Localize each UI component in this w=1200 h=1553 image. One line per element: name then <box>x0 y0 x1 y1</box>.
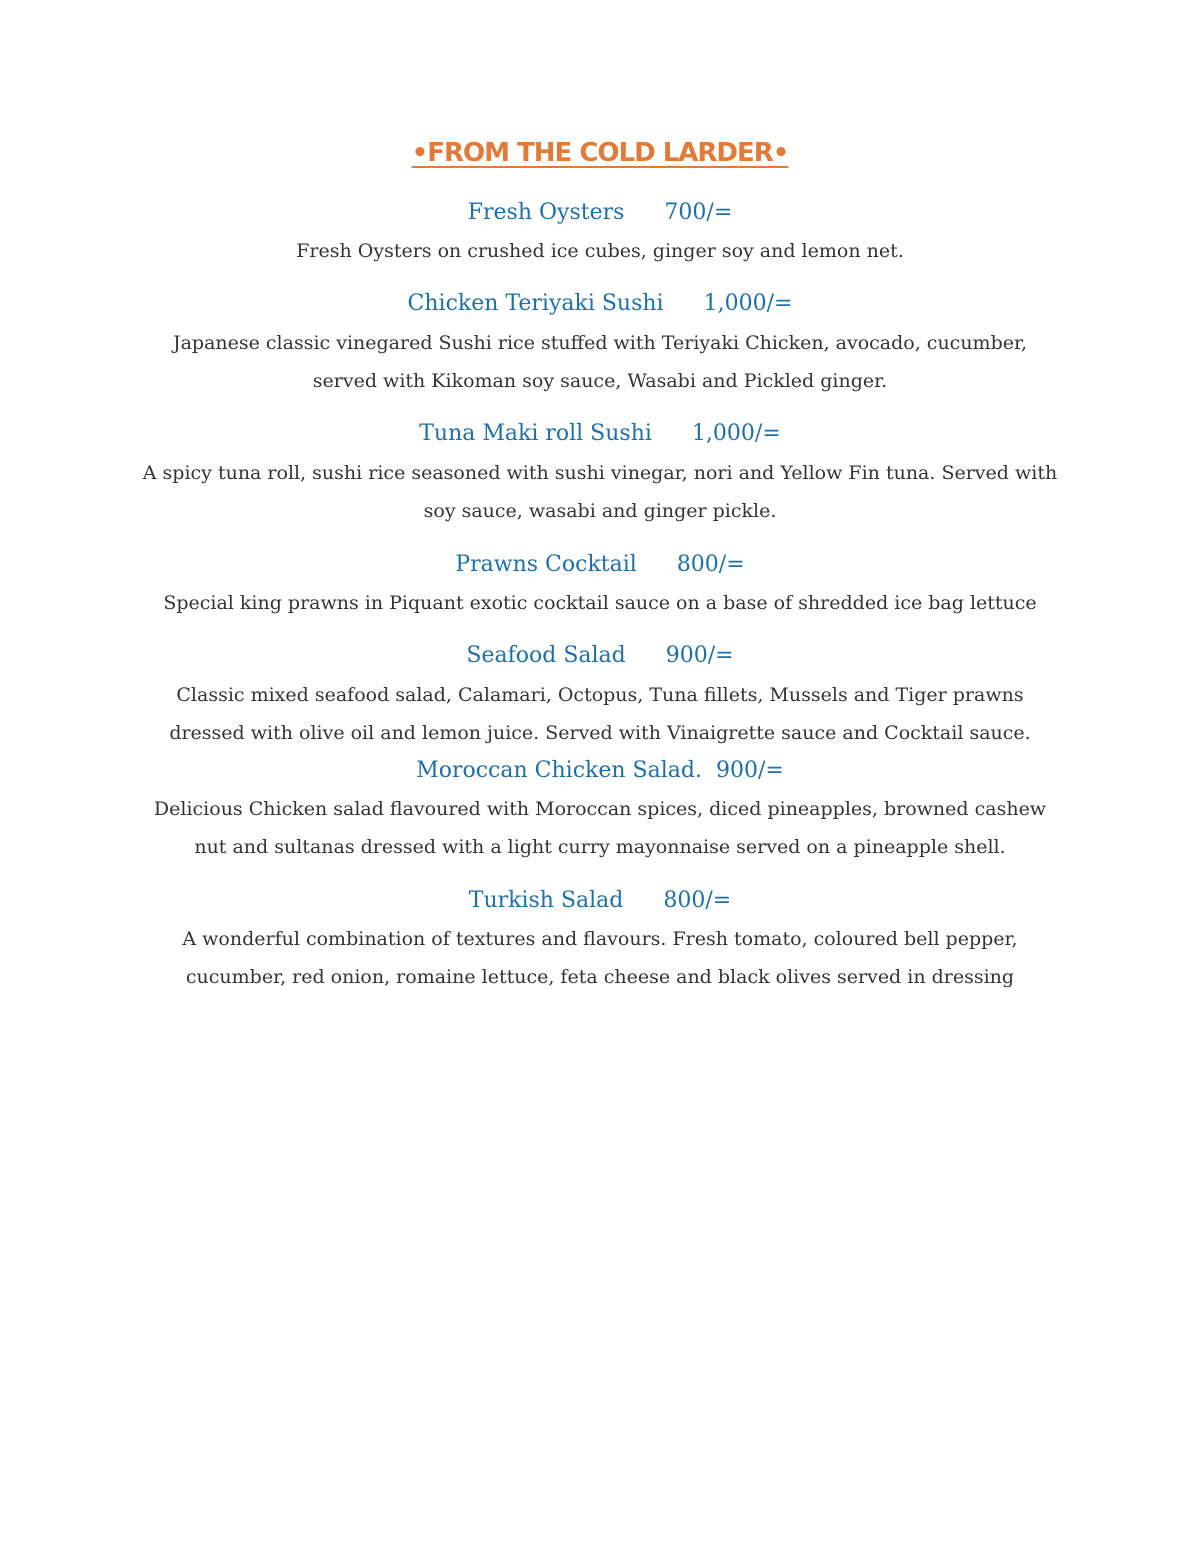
item-heading-fresh-oysters <box>0 198 1200 228</box>
item-name: Tuna Maki roll Sushi <box>419 421 652 446</box>
item-name: Fresh Oysters <box>467 200 625 225</box>
item-name: Chicken Teriyaki Sushi <box>407 291 664 316</box>
item-name: Seafood Salad <box>466 643 626 668</box>
item-price: 900/= <box>715 758 784 783</box>
item-description: A wonderful combination of textures and flavours. Fresh tomato, coloured bell pepper, cucumber, red onion, romaine lettuce, feta cheese and black olives served in dressing <box>182 928 1018 988</box>
item-price: 700/= <box>664 200 733 225</box>
item-heading-turkish-salad <box>0 886 1200 916</box>
item-name: Moroccan Chicken Salad. <box>416 758 702 783</box>
item-price: 800/= <box>676 552 745 577</box>
item-description: A spicy tuna roll, sushi rice seasoned with sushi vinegar, nori and Yellow Fin tuna. Served with soy sauce, wasabi and ginger pickle. <box>142 462 1058 522</box>
item-heading-moroccan-chicken-salad <box>0 756 1200 786</box>
item-price: 800/= <box>663 888 732 913</box>
item-price: 1,000/= <box>691 421 781 446</box>
item-heading-chicken-teriyaki-sushi <box>0 289 1200 319</box>
item-price: 900/= <box>665 643 734 668</box>
item-description: Classic mixed seafood salad, Calamari, Octopus, Tuna fillets, Mussels and Tiger prawns dressed with olive oil and lemon juice. Served with Vinaigrette sauce and Cocktail sauce. <box>169 684 1031 744</box>
item-name: Turkish Salad <box>468 888 624 913</box>
item-price: 1,000/= <box>703 291 793 316</box>
item-description: Fresh Oysters on crushed ice cubes, ginger soy and lemon net. <box>296 240 904 262</box>
item-heading-tuna-maki-roll-sushi <box>0 419 1200 449</box>
item-description: Japanese classic vinegared Sushi rice stuffed with Teriyaki Chicken, avocado, cucumber, served with Kikoman soy sauce, Wasabi and Pickled ginger. <box>172 332 1028 392</box>
item-heading-prawns-cocktail <box>0 550 1200 580</box>
item-description: Special king prawns in Piquant exotic cocktail sauce on a base of shredded ice bag lettuce <box>163 592 1037 614</box>
item-heading-seafood-salad <box>0 641 1200 671</box>
item-name: Prawns Cocktail <box>455 552 637 577</box>
section-title: •FROM THE COLD LARDER• <box>411 138 789 168</box>
item-description: Delicious Chicken salad flavoured with Moroccan spices, diced pineapples, browned cashew nut and sultanas dressed with a light curry mayonnaise served on a pineapple shell. <box>153 798 1047 858</box>
